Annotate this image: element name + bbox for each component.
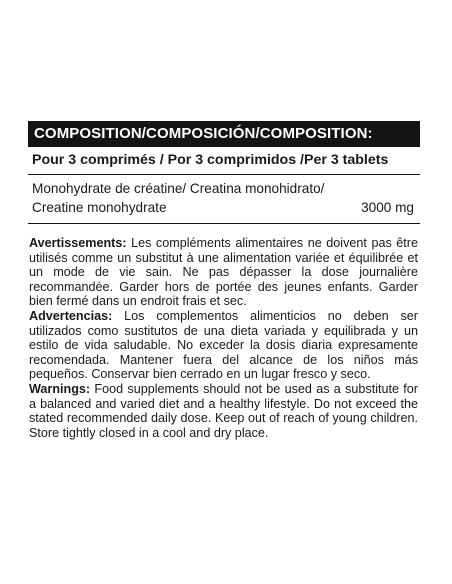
warning-spanish-text: Los complementos alimenticios no deben ser utilizados como sustitutos de una dieta variada y equilibrada y un estilo de vida saludable. No exceder la dosis diaria expresamente recomendada. Mantener fuera del alcance de los niños más pequeños. Conservar bien cerrado en un lugar fresco y seco. — [29, 308, 418, 382]
ingredient-line2 — [32, 198, 420, 217]
ingredient-row — [28, 175, 420, 224]
ingredient-name-line2: Creatine monohydrate — [32, 200, 167, 215]
warning-french — [29, 236, 418, 309]
serving-size: Pour 3 comprimés / Por 3 comprimidos /Per 3 tablets — [28, 147, 420, 175]
supplement-label — [28, 121, 420, 440]
ingredient-name-line1: Monohydrate de créatine/ Creatina monohidrato/ — [32, 181, 325, 196]
warning-spanish — [29, 309, 418, 382]
warning-french-text: Les compléments alimentaires ne doivent pas être utilisés comme un substitut à une alimentation variée et équilibrée et un mode de vie sain. Ne pas dépasser la dose journalière recommandée. Garder hors de portée des jeunes enfants. Garder bien fermé dans un endroit frais et sec. — [29, 236, 418, 309]
composition-header: COMPOSITION/COMPOSICIÓN/COMPOSITION: — [28, 121, 420, 147]
warning-english — [29, 382, 418, 440]
warnings-section — [28, 236, 420, 440]
warning-french-title: Avertissements: — [29, 236, 127, 250]
warning-english-title: Warnings: — [29, 381, 91, 396]
ingredient-amount: 3000 mg — [361, 200, 414, 215]
warning-english-text: Food supplements should not be used as a substitute for a balanced and varied diet and a healthy lifestyle. Do not exceed the stated recommended daily dose. Keep out of reach of young children. Store tightly closed in a cool and dry place. — [29, 381, 418, 440]
warning-spanish-title: Advertencias: — [29, 308, 113, 323]
